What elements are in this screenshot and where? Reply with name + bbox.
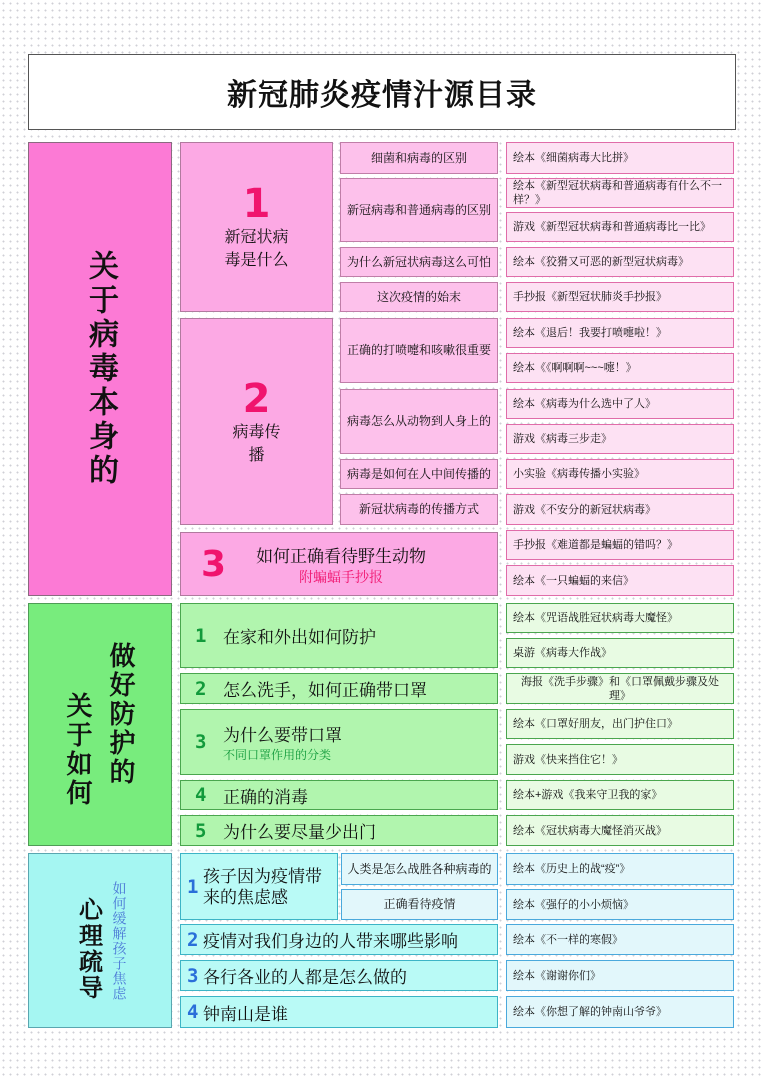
category-item: 病毒是如何在人中间传播的 — [340, 459, 498, 489]
resource-item: 绘本《狡猾又可恶的新型冠状病毒》 — [506, 247, 734, 277]
psychology-row — [180, 996, 498, 1028]
page-title: 新冠肺炎疫情汁源目录 — [28, 54, 736, 130]
resource-item: 绘本《病毒为什么选中了人》 — [506, 389, 734, 419]
section-virus-label — [28, 142, 172, 596]
row-number: 3 — [187, 964, 199, 987]
resource-item: 绘本《细菌病毒大比拼》 — [506, 142, 734, 174]
row-number: 3 — [195, 731, 207, 753]
resource-item: 海报《洗手步骤》和《口罩佩戴步骤及处理》 — [506, 673, 734, 704]
row-title: 钟南山是谁 — [203, 1004, 288, 1024]
row-number: 4 — [195, 784, 207, 806]
resource-item: 绘本《历史上的战“疫”》 — [506, 853, 734, 885]
category-item: 这次疫情的始末 — [340, 282, 498, 312]
group-title: 病毒传播 — [232, 423, 281, 464]
psychology-row — [180, 853, 338, 920]
protection-row — [180, 780, 498, 810]
group-title: 如何正确看待野生动物 — [256, 546, 427, 566]
row-title: 为什么要带口罩 — [223, 726, 342, 745]
group-virus-spread — [180, 318, 333, 525]
psychology-row — [180, 960, 498, 991]
row-number: 5 — [195, 819, 207, 842]
category-item: 病毒怎么从动物到人身上的 — [340, 389, 498, 454]
protection-row — [180, 673, 498, 704]
resource-item: 绘本《不一样的寒假》 — [506, 924, 734, 955]
row-subtitle: 不同口罩作用的分类 — [223, 748, 332, 762]
row-number: 2 — [195, 677, 207, 700]
resource-item: 游戏《新型冠状病毒和普通病毒比一比》 — [506, 212, 734, 242]
resource-item: 游戏《病毒三步走》 — [506, 424, 734, 454]
section-psychology-label-text: 心理疏导 — [74, 896, 102, 1001]
group-number: 1 — [242, 181, 271, 227]
category-item: 正确的打喷嚏和咳嗽很重要 — [340, 318, 498, 383]
protection-row — [180, 815, 498, 846]
section-protection-label — [28, 603, 172, 846]
category-item: 为什么新冠状病毒这么可怕 — [340, 247, 498, 277]
category-item: 新冠病毒和普通病毒的区别 — [340, 178, 498, 242]
group-number: 2 — [242, 375, 271, 422]
resource-item: 手抄报《新型冠状肺炎手抄报》 — [506, 282, 734, 312]
category-item: 新冠状病毒的传播方式 — [340, 494, 498, 525]
category-item: 细菌和病毒的区别 — [340, 142, 498, 174]
category-item: 正确看待疫情 — [341, 889, 498, 920]
group-virus-what — [180, 142, 333, 312]
group-number: 3 — [201, 543, 227, 585]
resource-item: 游戏《快来挡住它！》 — [506, 744, 734, 775]
protection-row — [180, 603, 498, 668]
resource-item: 绘本《新型冠状病毒和普通病毒有什么不一样？》 — [506, 178, 734, 208]
resource-item: 绘本《冠状病毒大魔怪消灭战》 — [506, 815, 734, 846]
row-number: 4 — [187, 1001, 199, 1023]
resource-item: 绘本《谢谢你们》 — [506, 960, 734, 991]
section-psychology-subtitle: 如何缓解孩子焦虑 — [111, 880, 128, 1001]
group-wild-animals — [180, 532, 498, 596]
category-item: 人类是怎么战胜各种病毒的 — [341, 853, 498, 885]
resource-item: 绘本+游戏《我来守卫我的家》 — [506, 780, 734, 810]
resource-item: 绘本《退后！我要打喷嚏啦！》 — [506, 318, 734, 348]
psychology-row — [180, 924, 498, 955]
resource-item: 绘本《一只蝙蝠的来信》 — [506, 565, 734, 596]
section-psychology-label — [28, 853, 172, 1028]
resource-item: 绘本《强仔的小小烦恼》 — [506, 889, 734, 920]
resource-item: 桌游《病毒大作战》 — [506, 638, 734, 668]
resource-item: 手抄报《难道都是蝙蝠的错吗？》 — [506, 530, 734, 560]
section-protection-label-left: 关于如何 — [63, 691, 93, 808]
row-title: 孩子因为疫情带来的焦虑感 — [203, 866, 322, 907]
row-title: 各行各业的人都是怎么做的 — [203, 968, 407, 987]
resource-item: 小实验《病毒传播小实验》 — [506, 459, 734, 489]
resource-item: 绘本《口罩好朋友，出门护住口》 — [506, 709, 734, 739]
row-title: 在家和外出如何防护 — [223, 628, 376, 647]
row-number: 1 — [187, 875, 199, 898]
resource-item: 绘本《《啊啊啊~~~嚏！》 — [506, 353, 734, 383]
section-virus-label-text: 关于病毒本身的 — [84, 250, 117, 488]
group-title: 新冠状病毒是什么 — [224, 229, 289, 269]
protection-row — [180, 709, 498, 775]
resource-item: 游戏《不安分的新冠状病毒》 — [506, 494, 734, 525]
row-title: 疫情对我们身边的人带来哪些影响 — [203, 932, 458, 951]
section-protection-label-right: 做好防护的 — [106, 642, 136, 787]
row-title: 正确的消毒 — [223, 787, 308, 807]
row-title: 为什么要尽量少出门 — [223, 823, 376, 842]
row-number: 1 — [195, 624, 207, 647]
resource-item: 绘本《你想了解的钟南山爷爷》 — [506, 996, 734, 1028]
row-number: 2 — [187, 928, 199, 951]
group-subtitle: 附蝙蝠手抄报 — [299, 568, 384, 585]
row-title: 怎么洗手，如何正确带口罩 — [223, 681, 427, 700]
resource-item: 绘本《咒语战胜冠状病毒大魔怪》 — [506, 603, 734, 633]
